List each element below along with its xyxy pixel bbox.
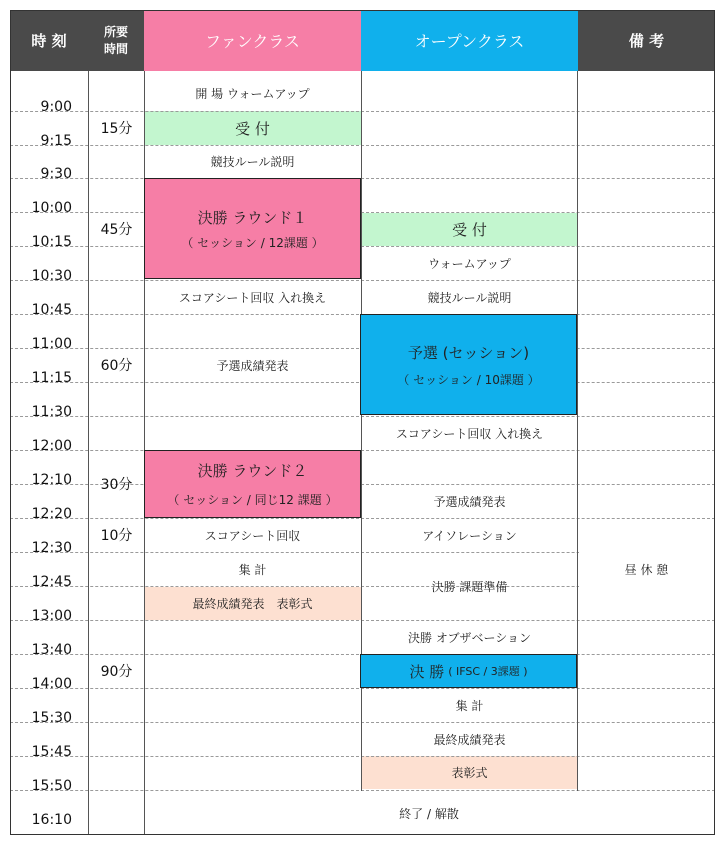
time-label: 10:45: [31, 302, 72, 318]
open-rules-label: 競技ルール説明: [427, 291, 512, 305]
fan-scoresheet-swap-label: スコアシート回収 入れ換え: [178, 291, 327, 305]
time-label: 11:00: [31, 336, 72, 352]
open-qual-results-label: 予選成績発表: [433, 495, 506, 509]
header-duration-line2: 時間: [103, 41, 128, 56]
time-label: 12:10: [31, 472, 72, 488]
time-label: 15:30: [31, 710, 72, 726]
duration-15-label: 15分: [100, 121, 133, 137]
time-label: 15:45: [31, 744, 72, 760]
open-qual-results: [361, 485, 578, 518]
duration-10-label: 10分: [100, 528, 133, 544]
duration-90: [89, 659, 144, 683]
open-final: [360, 654, 577, 688]
notes-lunch: [578, 553, 715, 586]
open-final-results-label: 最終成績発表: [433, 733, 506, 747]
fan-reception: [144, 111, 361, 145]
duration-60: [89, 353, 144, 377]
header-notes-label: 備 考: [628, 32, 665, 50]
open-final-title: 決 勝: [409, 662, 445, 681]
time-label: 13:40: [31, 642, 72, 658]
fan-final-results: [144, 587, 361, 620]
time-label: 12:20: [31, 506, 72, 522]
fan-final-round2-sub: （ セッション / 同じ12 課題 ）: [167, 493, 338, 507]
closing: [144, 797, 714, 830]
open-scoresheet-swap-label: スコアシート回収 入れ換え: [395, 427, 544, 441]
open-awards: [361, 756, 578, 789]
duration-30-label: 30分: [100, 477, 133, 493]
header-time-label: 時 刻: [31, 32, 67, 50]
open-reception-label: 受 付: [452, 221, 487, 239]
header-fan-class-label: ファンクラス: [205, 32, 300, 51]
open-warmup-label: ウォームアップ: [428, 257, 511, 271]
duration-90-label: 90分: [100, 664, 133, 680]
fan-final-round1: [144, 178, 361, 279]
open-qualification-title: 予選 (セッション): [407, 343, 530, 362]
time-label: 12:30: [31, 540, 72, 556]
open-final-observation-label: 決勝 オブザベーション: [408, 631, 531, 645]
time-label: 13:00: [31, 608, 72, 624]
open-isolation-label: アイソレーション: [422, 529, 517, 543]
time-label: 16:10: [31, 812, 72, 828]
time-label: 15:50: [31, 778, 72, 794]
open-awards-label: 表彰式: [451, 766, 488, 780]
time-label: 12:00: [31, 438, 72, 454]
time-label: 10:00: [31, 200, 72, 216]
fan-scoresheet-collect-label: スコアシート回収: [204, 529, 301, 543]
duration-15: [89, 116, 144, 140]
open-warmup: [361, 247, 578, 280]
open-final-observation: [361, 621, 578, 654]
open-rules: [361, 281, 578, 314]
time-label: 9:15: [40, 133, 72, 149]
time-label: 9:00: [40, 99, 72, 115]
fan-tally: [144, 553, 361, 586]
fan-final-round1-sub: （ セッション / 12課題 ）: [181, 235, 324, 250]
fan-tally-label: 集 計: [238, 563, 267, 577]
duration-45: [89, 217, 144, 241]
duration-30: [89, 472, 144, 496]
open-final-results: [361, 723, 578, 756]
time-label: 14:00: [31, 676, 72, 692]
open-qualification-sub: （ セッション / 10課題 ）: [397, 372, 540, 387]
open-tally-label: 集 計: [455, 699, 484, 713]
fan-rules-label: 競技ルール説明: [210, 155, 295, 169]
time-label: 12:45: [31, 574, 72, 590]
open-qualification: [360, 314, 577, 415]
fan-scoresheet-collect: [144, 519, 361, 552]
duration-10: [89, 523, 144, 547]
fan-final-round2-title: 決勝 ラウンド２: [197, 462, 308, 480]
closing-label: 終了 / 解散: [399, 807, 459, 821]
duration-60-label: 60分: [100, 358, 133, 374]
header-open-class-label: オープンクラス: [414, 32, 525, 51]
duration-45-label: 45分: [100, 222, 133, 238]
open-reception: [361, 213, 578, 246]
open-isolation: [361, 519, 578, 552]
open-final-prep-label: 決勝 課題準備: [431, 580, 508, 594]
notes-lunch-label: 昼 休 憩: [624, 563, 669, 577]
fan-scoresheet-swap: [144, 281, 361, 314]
fan-qual-results: [144, 349, 361, 382]
time-label: 11:15: [31, 370, 72, 386]
open-tally: [361, 689, 578, 722]
fan-final-round2: [144, 450, 361, 518]
time-label: 11:30: [31, 404, 72, 420]
fan-rules: [144, 145, 361, 178]
fan-opening-label: 開 場 ウォームアップ: [195, 87, 310, 101]
time-label: 10:30: [31, 268, 72, 284]
time-label: 9:30: [40, 166, 72, 182]
fan-opening: [144, 77, 361, 110]
open-final-sub: ( IFSC / 3課題 ): [448, 665, 528, 678]
time-label: 10:15: [31, 234, 72, 250]
fan-qual-results-label: 予選成績発表: [216, 359, 289, 373]
fan-reception-label: 受 付: [235, 119, 270, 138]
fan-final-round1-title: 決勝 ラウンド１: [197, 208, 308, 227]
open-scoresheet-swap: [361, 417, 578, 450]
header-duration-line1: 所要: [103, 24, 128, 39]
open-final-prep: [361, 570, 578, 603]
fan-final-results-label: 最終成績発表 表彰式: [192, 597, 313, 611]
